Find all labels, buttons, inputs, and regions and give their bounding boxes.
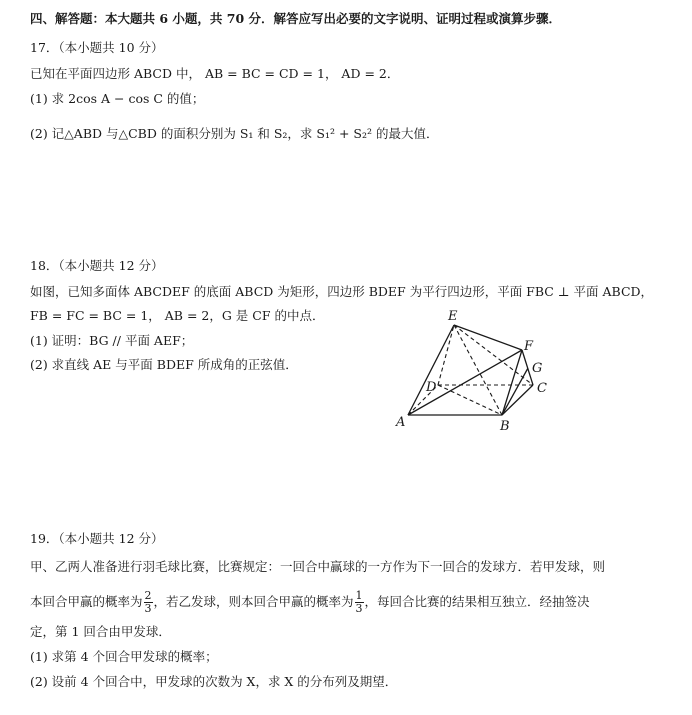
edge-EC (454, 325, 533, 385)
q19-line2-c: ，每回合比赛的结果相互独立．经抽签决 (364, 594, 590, 609)
label-A: A (396, 415, 406, 430)
edge-EB (454, 325, 502, 415)
q17-given: 已知在平面四边形 ABCD 中， AB = BC = CD = 1， AD = 2． (30, 66, 400, 81)
q18-part1: (1) 证明：BG // 平面 AEF； (30, 333, 194, 348)
q19-line1: 甲、乙两人准备进行羽毛球比赛，比赛规定：一回合中赢球的一方作为下一回合的发球方．若甲发球，则 (30, 559, 606, 574)
q18-part2: (2) 求直线 AE 与平面 BDEF 所成角的正弦值． (30, 357, 298, 372)
q19-part1: (1) 求第 4 个回合甲发球的概率； (30, 649, 218, 664)
q19-line2-b: ，若乙发球，则本回合甲赢的概率为 (153, 594, 354, 609)
edge-DE (438, 325, 454, 385)
fraction-numerator: 1 (355, 589, 363, 602)
label-D: D (426, 380, 437, 395)
fraction-denominator: 3 (355, 602, 363, 615)
label-E: E (448, 309, 458, 324)
q19-header: 19．（本小题共 12 分） (30, 531, 164, 546)
fraction-numerator: 2 (144, 589, 152, 602)
polyhedron-figure (380, 300, 560, 435)
q17-part1: (1) 求 2cos A − cos C 的值； (30, 91, 205, 106)
q18-header: 18．（本小题共 12 分） (30, 258, 164, 273)
segment-BG (502, 368, 528, 415)
section-heading: 四、解答题：本大题共 6 小题，共 70 分．解答应写出必要的文字说明、证明过程或演算步骤． (30, 11, 562, 26)
q18-line2: FB = FC = BC = 1， AB = 2，G 是 CF 的中点． (30, 308, 325, 323)
fraction-two-thirds (144, 590, 153, 615)
q17-part2: (2) 记△ABD 与△CBD 的面积分别为 S₁ 和 S₂，求 S₁² + S₂² 的最大值． (30, 126, 439, 141)
q17-header: 17．（本小题共 10 分） (30, 40, 164, 55)
label-B: B (500, 419, 510, 434)
q18-line1: 如图，已知多面体 ABCDEF 的底面 ABCD 为矩形，四边形 BDEF 为平行四边形，平面 FBC ⊥ 平面 ABCD， (30, 284, 654, 299)
q19-line3: 定，第 1 回合由甲发球． (30, 624, 171, 639)
fraction-denominator: 3 (144, 602, 152, 615)
label-C: C (537, 381, 547, 396)
label-G: G (532, 361, 543, 376)
q19-line2-a: 本回合甲赢的概率为 (30, 594, 143, 609)
edge-DB (438, 385, 502, 415)
q19-line2 (30, 590, 590, 615)
fraction-one-third (355, 590, 364, 615)
q19-part2: (2) 设前 4 个回合中，甲发球的次数为 X，求 X 的分布列及期望． (30, 674, 398, 689)
label-F: F (524, 339, 534, 354)
edge-EF (454, 325, 522, 350)
